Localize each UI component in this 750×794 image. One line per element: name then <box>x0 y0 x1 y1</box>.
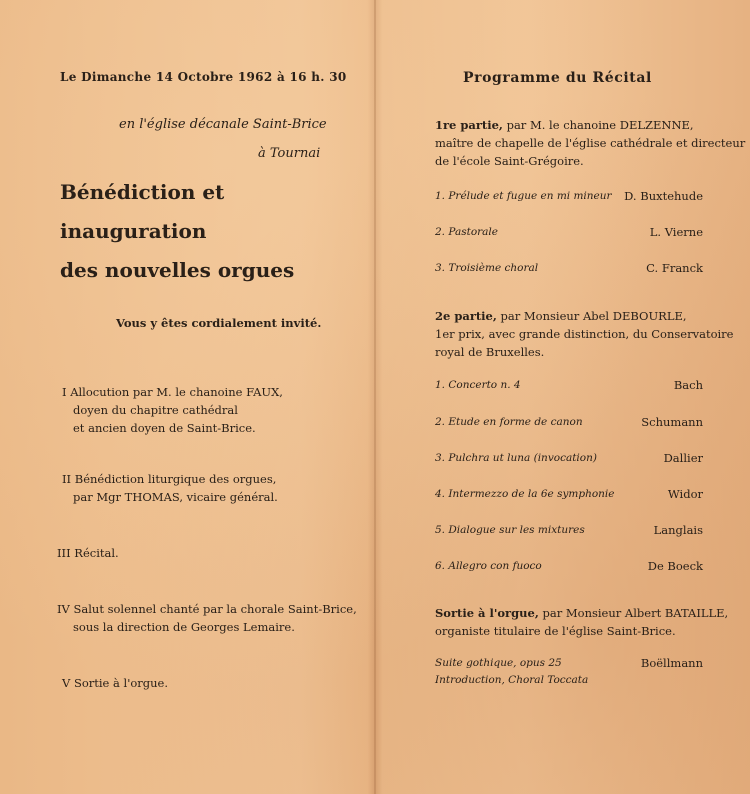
order-item-1-line-1: I Allocution par M. le chanoine FAUX, <box>62 385 283 399</box>
order-item-1-line-2: doyen du chapitre cathédral <box>73 403 238 417</box>
part2-work-1-title: 1. Concerto n. 4 <box>435 379 521 391</box>
part2-performer: par Monsieur Abel DEBOURLE, <box>496 309 687 323</box>
part1-work-2-title: 2. Pastorale <box>435 226 498 238</box>
part1-line-3: de l'école Saint-Grégoire. <box>435 154 584 168</box>
part2-work-2-composer: Schumann <box>641 415 703 429</box>
part1-performer: par M. le chanoine DELZENNE, <box>502 118 694 132</box>
part2-work-3-composer: Dallier <box>663 451 703 465</box>
part2-lead: 2e partie, <box>435 309 497 323</box>
part1-lead: 1re partie, <box>435 118 503 132</box>
order-item-2-line-1: II Bénédiction liturgique des orgues, <box>62 472 277 486</box>
part2-work-5-title: 5. Dialogue sur les mixtures <box>435 524 585 536</box>
order-item-2-line-2: par Mgr THOMAS, vicaire général. <box>73 490 278 504</box>
fold-crease <box>374 0 376 794</box>
part2-work-6-title: 6. Allegro con fuoco <box>435 560 542 572</box>
part2-line-3: royal de Bruxelles. <box>435 345 545 359</box>
part1-work-1-title: 1. Prélude et fugue en mi mineur <box>435 190 612 202</box>
part2-work-6-composer: De Boeck <box>647 559 703 573</box>
part2-line-2: 1er prix, avec grande distinction, du Conservatoire <box>435 327 734 341</box>
part2-work-2-title: 2. Etude en forme de canon <box>435 416 583 428</box>
order-item-1 <box>62 383 283 437</box>
part1-intro <box>435 116 745 170</box>
part1-work-3-composer: C. Franck <box>646 261 703 275</box>
part1-work-3-title: 3. Troisième choral <box>435 262 539 274</box>
order-item-5-line-1: V Sortie à l'orgue. <box>62 676 169 690</box>
order-item-3-line-1: III Récital. <box>57 546 119 560</box>
sortie-performer: par Monsieur Albert BATAILLE, <box>538 606 729 620</box>
order-item-2 <box>62 470 278 506</box>
part1-line-2: maître de chapelle de l'église cathédrale et directeur <box>435 136 746 150</box>
part2-work-4-composer: Widor <box>667 487 703 501</box>
order-item-5 <box>62 674 168 692</box>
order-item-3 <box>57 544 119 562</box>
part2-intro <box>435 307 733 361</box>
order-item-1-line-3: et ancien doyen de Saint-Brice. <box>73 421 256 435</box>
part2-work-5-composer: Langlais <box>653 523 703 537</box>
title-line-1: Bénédiction et <box>60 180 225 204</box>
title-line-2: inauguration <box>60 219 207 243</box>
part2-work-3-title: 3. Pulchra ut luna (invocation) <box>435 452 597 464</box>
sortie-work-title: Suite gothique, opus 25 <box>435 657 562 669</box>
title-line-3: des nouvelles orgues <box>60 258 295 282</box>
sortie-lead: Sortie à l'orgue, <box>435 606 539 620</box>
location-city: à Tournai <box>258 146 321 161</box>
part2-work-1-composer: Bach <box>673 378 703 392</box>
sortie-work-movements: Introduction, Choral Toccata <box>435 674 589 686</box>
part2-work-4-title: 4. Intermezzo de la 6e symphonie <box>435 488 615 500</box>
location-church: en l'église décanale Saint-Brice <box>119 117 327 132</box>
invitation-text: Vous y êtes cordialement invité. <box>116 316 322 330</box>
date-line: Le Dimanche 14 Octobre 1962 à 16 h. 30 <box>60 70 347 84</box>
part1-work-1-composer: D. Buxtehude <box>624 189 703 203</box>
order-item-4 <box>57 600 357 636</box>
program-title: Programme du Récital <box>463 70 652 86</box>
sortie-work-composer: Boëllmann <box>640 656 703 670</box>
order-item-4-line-1: IV Salut solennel chanté par la chorale Saint-Brice, <box>57 602 357 616</box>
order-item-4-line-2: sous la direction de Georges Lemaire. <box>73 620 295 634</box>
part1-work-2-composer: L. Vierne <box>649 225 703 239</box>
sortie-line-2: organiste titulaire de l'église Saint-Brice. <box>435 624 676 638</box>
sortie-intro <box>435 604 728 640</box>
